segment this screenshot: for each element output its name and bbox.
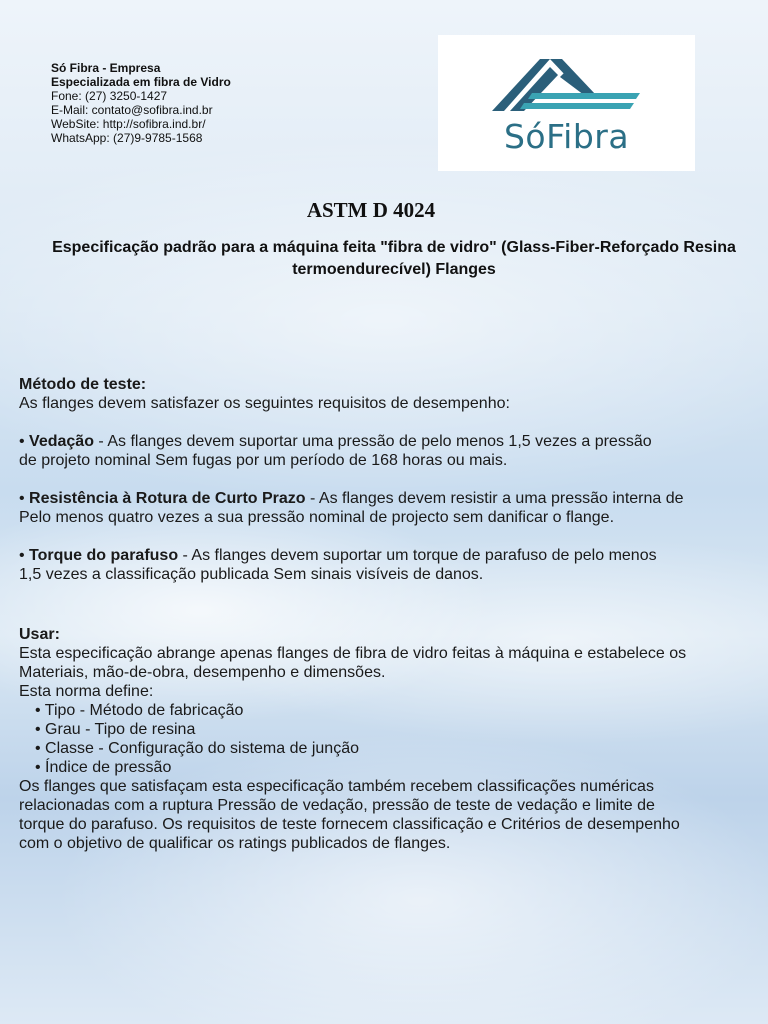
usage-closing-line: com o objetivo de qualificar os ratings publicados de flanges.	[19, 835, 451, 852]
company-email: E-Mail: contato@sofibra.ind.br	[51, 103, 213, 117]
usage-line: Esta norma define:	[19, 683, 154, 700]
logo-text: SóFibra	[503, 117, 630, 156]
method-item-text: - As flanges devem suportar uma pressão de pelo menos 1,5 vezes a pressão	[93, 433, 652, 450]
bullet: •	[19, 433, 30, 450]
usage-define-item: • Tipo - Método de fabricação	[35, 702, 244, 719]
usage-define-item: • Classe - Configuração do sistema de junção	[35, 740, 359, 757]
roof-icon	[488, 53, 648, 115]
usage-line: Materiais, mão-de-obra, desempenho e dimensões.	[19, 664, 386, 681]
company-tagline: Especializada em fibra de Vidro	[51, 75, 231, 89]
company-phone: Fone: (27) 3250-1427	[51, 89, 168, 103]
method-heading: Método de teste:	[19, 376, 147, 393]
usage-heading: Usar:	[19, 626, 60, 643]
usage-closing-line: Os flanges que satisfaçam esta especificação também recebem classificações numéricas	[19, 778, 654, 795]
usage-define-item: • Índice de pressão	[35, 759, 172, 776]
method-item	[19, 546, 759, 565]
method-section	[19, 375, 759, 584]
method-item-cont: de projeto nominal Sem fugas por um período de 168 horas ou mais.	[19, 452, 508, 469]
method-item-text: - As flanges devem resistir a uma pressão interna de	[305, 490, 684, 507]
company-whatsapp: WhatsApp: (27)9-9785-1568	[51, 131, 203, 145]
usage-closing-line: relacionadas com a ruptura Pressão de vedação, pressão de teste de vedação e limite de	[19, 797, 655, 814]
method-item-label: Resistência à Rotura de Curto Prazo	[29, 490, 306, 507]
company-name: Só Fibra - Empresa	[51, 61, 161, 75]
method-item-cont: 1,5 vezes a classificação publicada Sem sinais visíveis de danos.	[19, 566, 484, 583]
method-item-text: - As flanges devem suportar um torque de parafuso de pelo menos	[178, 547, 657, 564]
company-website: WebSite: http://sofibra.ind.br/	[51, 117, 206, 131]
usage-closing-line: torque do parafuso. Os requisitos de teste fornecem classificação e Critérios de desempenho	[19, 816, 680, 833]
method-item	[19, 432, 759, 451]
document-subtitle: Especificação padrão para a máquina feita "fibra de vidro" (Glass-Fiber-Reforçado Resina termoendurecível) Flanges	[52, 239, 736, 278]
method-item-cont: Pelo menos quatro vezes a sua pressão nominal de projecto sem danificar o flange.	[19, 509, 615, 526]
method-item-label: Torque do parafuso	[29, 547, 179, 564]
method-item-label: Vedação	[29, 433, 94, 450]
method-intro: As flanges devem satisfazer os seguintes requisitos de desempenho:	[19, 395, 510, 412]
usage-line: Esta especificação abrange apenas flanges de fibra de vidro feitas à máquina e estabelece os	[19, 645, 687, 662]
bullet: •	[19, 547, 30, 564]
document-title: ASTM D 4024	[306, 198, 436, 222]
company-info	[51, 61, 231, 145]
method-item	[19, 489, 759, 508]
usage-section	[19, 625, 759, 853]
usage-define-item: • Grau - Tipo de resina	[35, 721, 196, 738]
bullet: •	[19, 490, 30, 507]
sofibra-logo	[438, 35, 695, 171]
